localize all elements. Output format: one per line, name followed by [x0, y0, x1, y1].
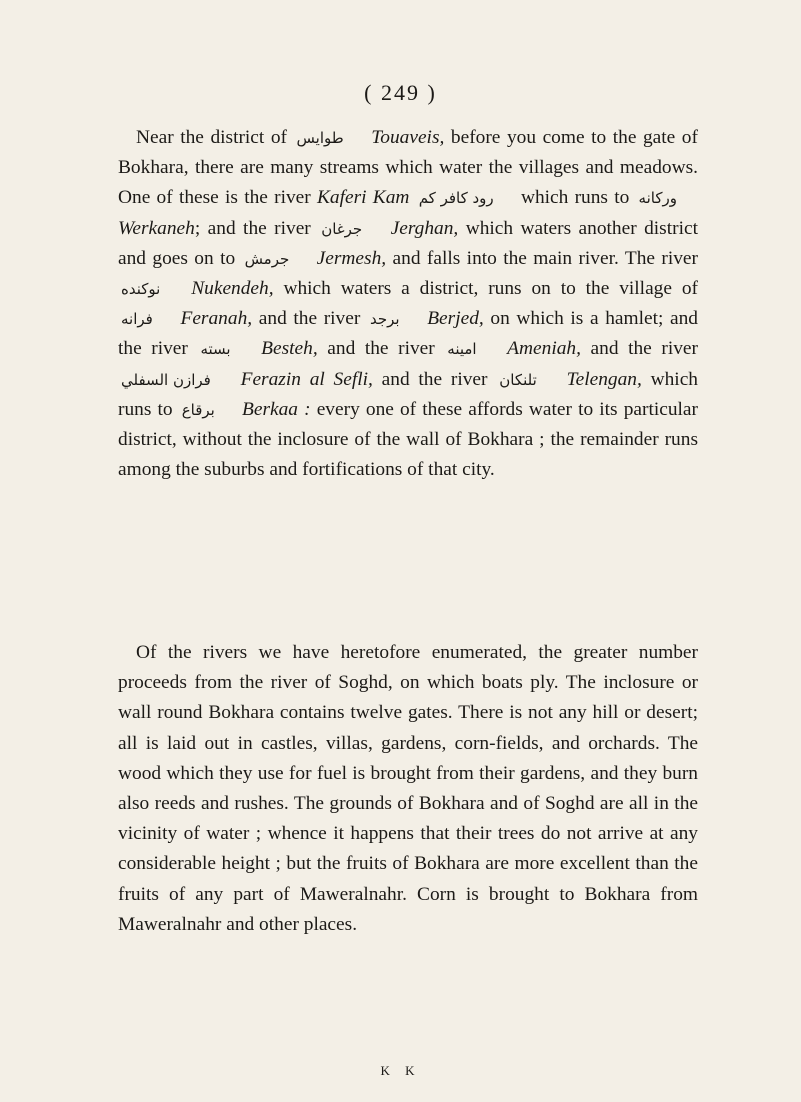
- arabic-name-touaveis: طوايس: [296, 129, 344, 147]
- place-name-jerghan: Jerghan,: [390, 217, 459, 239]
- place-name-jermesh: Jermesh,: [316, 247, 387, 269]
- arabic-name-telengan: تلنکان: [499, 370, 537, 389]
- arabic-name-berjed: برجد: [369, 310, 400, 329]
- text-run: ; and the river: [194, 217, 311, 239]
- place-name-ferazin-al-sefli: Ferazin al Sefli,: [240, 368, 373, 390]
- arabic-name-nukendeh: نوکنده: [121, 280, 161, 299]
- arabic-name-feranah: فرانه: [121, 310, 153, 329]
- text-run: and the river: [590, 338, 698, 360]
- place-name-kaferi-kam: Kaferi Kam: [317, 187, 410, 209]
- text-run: and falls into the main river. The river: [392, 247, 698, 269]
- text-run: Near the district of: [136, 127, 287, 148]
- place-name-telengan: Telengan,: [566, 368, 642, 390]
- place-name-berjed: Berjed,: [427, 308, 484, 330]
- place-name-berkaa: Berkaa :: [242, 398, 311, 420]
- paragraph-soghd-and-bokhara: [118, 638, 698, 940]
- arabic-name-kaferi-kam: رود كافر كم: [418, 189, 494, 208]
- text-run: every one of these affords water to its particular district, without the inclosure of the wall of Bokhara ; the remainder runs among the suburbs and fortifications of that city.: [118, 398, 698, 481]
- paragraph-rivers-of-bokhara: [118, 123, 698, 485]
- arabic-name-jerghan: جرغان: [321, 219, 363, 238]
- arabic-name-werkaneh: ورکانه: [638, 189, 677, 208]
- text-run: and the river: [381, 368, 488, 390]
- text-run: and the river: [327, 338, 435, 360]
- arabic-name-berkaa: برقاع: [181, 400, 215, 419]
- place-name-werkaneh: Werkaneh: [118, 217, 195, 239]
- place-name-ameniah: Ameniah,: [507, 338, 581, 360]
- signature-mark: K K: [380, 1063, 421, 1078]
- text-run: before you come to the gate of Bokhara, there are many streams which water the villages and meadows. One of these is the river: [118, 127, 698, 209]
- text-run: which waters another district and goes on to: [118, 217, 698, 269]
- text-run: which runs to: [118, 368, 698, 420]
- page-number: ( 249 ): [364, 80, 437, 105]
- text-run: on which is a hamlet; and the river: [118, 308, 698, 360]
- text-run: which waters a district, runs on to the village of: [283, 278, 698, 300]
- text-run: and the river: [258, 308, 361, 330]
- place-name-feranah: Feranah,: [180, 308, 253, 330]
- paragraph-text: Of the rivers we have heretofore enumerated, the greater number proceeds from the river of Soghd, on which boats ply. The inclosure or wall round Bokhara contains twelve gates. There is not any hill or desert; all is laid out in castles, villas, gardens, corn-fields, and orchards. The wood which they use for fuel is brought from their gardens, and they burn also reeds and rushes. The grounds of Bokhara and of Soghd are all in the vicinity of water ; whence it happens that their trees do not arrive at any considerable height ; but the fruits of Bokhara are more excellent than the fruits of any part of Maweralnahr. Corn is brought to Bokhara from Maweralnahr and other places.: [118, 642, 698, 935]
- arabic-name-ameniah: امينه: [447, 340, 477, 359]
- text-run: which runs to: [520, 187, 630, 209]
- place-name-besteh: Besteh,: [261, 338, 318, 360]
- arabic-name-ferazin-al-sefli: فرازن السفلي: [121, 370, 211, 389]
- place-name-nukendeh: Nukendeh,: [191, 278, 274, 300]
- arabic-name-jermesh: جرمش: [244, 249, 290, 268]
- place-name-touaveis: Touaveis,: [371, 127, 445, 148]
- arabic-name-besteh: بسته: [200, 340, 231, 359]
